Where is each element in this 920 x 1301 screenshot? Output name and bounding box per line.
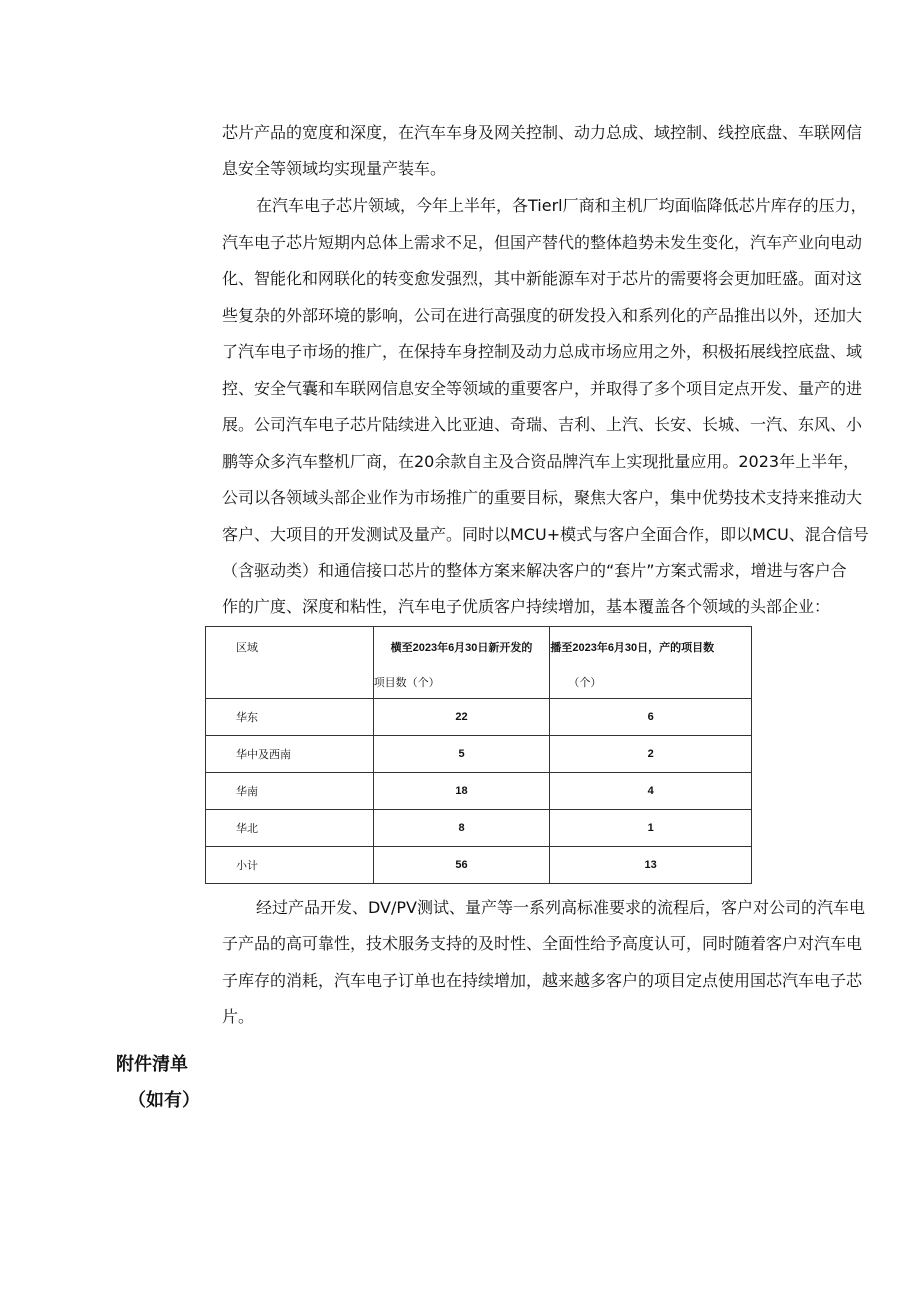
cell-new-dev: 5	[373, 736, 550, 773]
attachments-note: （如有）	[128, 1090, 200, 1111]
cell-new-dev: 56	[373, 847, 550, 884]
cell-region: 小计	[206, 847, 374, 884]
cell-new-dev: 8	[373, 810, 550, 847]
header-new-dev	[373, 627, 550, 699]
text-line: （含驱动类）和通信接口芯片的整体方案来解决客户的“套片”方案式需求，增进与客户合	[222, 561, 847, 580]
text-line: 息安全等领域均实现量产装车。	[222, 159, 447, 178]
text-line: 了汽车电子市场的推广，在保持车身控制及动力总成市场应用之外，积极拓展线控底盘、域	[222, 342, 863, 361]
cell-mass: 13	[550, 847, 752, 884]
cell-region: 华东	[206, 699, 374, 736]
header-text: 区域	[236, 642, 258, 654]
text-line: 芯片产品的宽度和深度，在汽车车身及网关控制、动力总成、域控制、线控底盘、车联网信	[222, 123, 863, 142]
cell-mass: 4	[550, 773, 752, 810]
table-header-row	[206, 627, 752, 699]
header-text: 项目数（个）	[373, 677, 440, 689]
table-row	[206, 810, 752, 847]
header-mass	[550, 627, 752, 699]
text-line: 客户、大项目的开发测试及量产。同时以MCU+模式与客户全面合作，即以MCU、混合信号	[222, 525, 869, 544]
text-line: 些复杂的外部环境的影响，公司在进行高强度的研发投入和系列化的产品推出以外，还加大	[222, 306, 863, 325]
cell-new-dev: 18	[373, 773, 550, 810]
header-region	[206, 627, 374, 699]
cell-mass: 6	[550, 699, 752, 736]
text-line: 作的广度、深度和粘性，汽车电子优质客户持续增加，基本覆盖各个领域的头部企业：	[222, 597, 831, 616]
text-line: 片。	[222, 1007, 255, 1026]
text-line: 公司以各领域头部企业作为市场推广的重要目标，聚焦大客户，集中优势技术支持来推动大	[222, 488, 863, 507]
cell-new-dev: 22	[373, 699, 550, 736]
table-row	[206, 699, 752, 736]
text-line: 汽车电子芯片短期内总体上需求不足，但国产替代的整体趋势未发生变化，汽车产业向电动	[222, 233, 863, 252]
text-line: 子产品的高可靠性，技术服务支持的及时性、全面性给予高度认可，同时随着客户对汽车电	[222, 934, 863, 953]
header-text: （个）	[568, 677, 602, 689]
text-line: 化、智能化和网联化的转变愈发强烈，其中新能源车对于芯片的需要将会更加旺盛。面对这	[222, 269, 863, 288]
cell-region: 华南	[206, 773, 374, 810]
text-line: 展。公司汽车电子芯片陆续进入比亚迪、奇瑞、吉利、上汽、长安、长城、一汽、东风、小	[222, 415, 863, 434]
table-row	[206, 736, 752, 773]
project-table	[205, 626, 752, 884]
text-line: 经过产品开发、DV/PV测试、量产等一系列高标准要求的流程后，客户对公司的汽车电	[256, 898, 865, 917]
cell-region: 华中及西南	[206, 736, 374, 773]
text-line: 子库存的消耗，汽车电子订单也在持续增加，越来越多客户的项目定点使用国芯汽车电子芯	[222, 971, 863, 990]
cell-mass: 1	[550, 810, 752, 847]
header-text: 横至2023年6月30日新开发的	[390, 642, 533, 654]
cell-mass: 2	[550, 736, 752, 773]
text-line: 鹏等众多汽车整机厂商，在20余款自主及合资品牌汽车上实现批量应用。2023年上半年，	[222, 452, 860, 471]
attachments-heading: 附件清单	[116, 1054, 188, 1075]
text-line: 在汽车电子芯片领域，今年上半年，各Tierl厂商和主机厂均面临降低芯片库存的压力，	[256, 196, 867, 215]
text-line: 控、安全气囊和车联网信息安全等领域的重要客户，并取得了多个项目定点开发、量产的进	[222, 379, 863, 398]
table-row	[206, 773, 752, 810]
table-row-subtotal	[206, 847, 752, 884]
cell-region: 华北	[206, 810, 374, 847]
header-text: 播至2023年6月30日，产的项目数	[550, 642, 715, 654]
